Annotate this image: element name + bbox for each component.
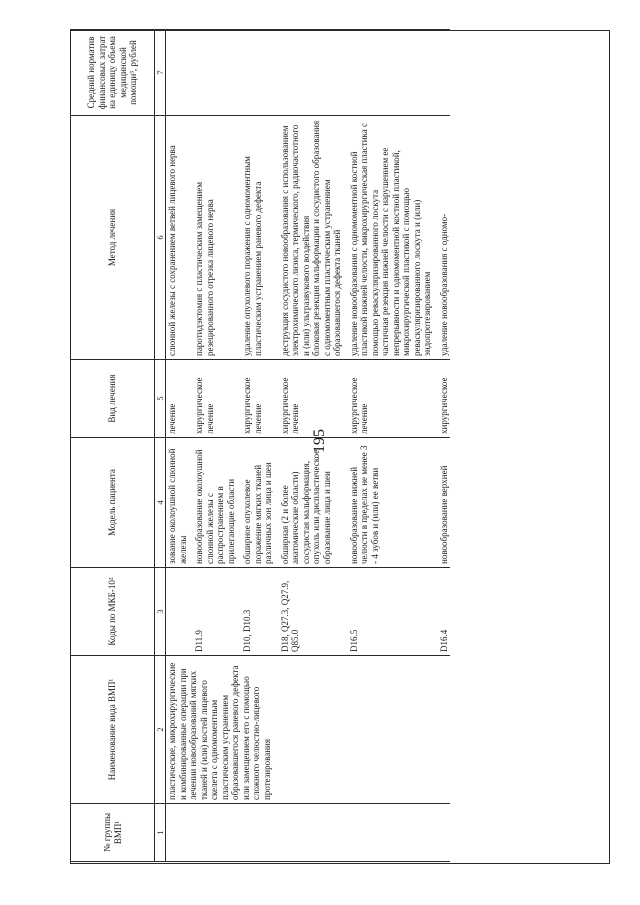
method-cell: удаление новообразования с одномо-	[434, 116, 451, 360]
header-group: № группы ВМП¹	[71, 804, 155, 862]
group-cell	[344, 804, 434, 862]
codes-cell: D10, D10.3	[237, 568, 275, 656]
column-number: 4	[155, 438, 166, 568]
treatment-cell: хирургическое лечение	[237, 360, 275, 438]
model-cell: новообразование нижней челюсти в пределах не менее 3 - 4 зубов и (или) ее ветви	[344, 438, 434, 568]
group-cell	[434, 804, 451, 862]
cost-cell	[166, 30, 190, 116]
cost-cell	[344, 30, 434, 116]
cost-cell	[434, 30, 451, 116]
method-cell: слюнной железы с сохранением ветвей лицевого нерва	[166, 116, 190, 360]
model-cell: обширная (2 и более анатомические области) сосудистая мальформация, опухоль или диспластическое образование лица и шеи	[275, 438, 344, 568]
group-cell	[189, 804, 237, 862]
column-number: 2	[155, 656, 166, 804]
column-number: 6	[155, 116, 166, 360]
codes-cell: D16.4	[434, 568, 451, 656]
column-number: 3	[155, 568, 166, 656]
treatment-table	[70, 29, 450, 862]
method-cell: удаление новообразования с одномоментной костной пластикой нижней челюсти, микрохирургическая пластика с помощью реваскуляризированного лоскута частичная резекция нижней челюсти с нарушением ее непрерывности и одномоментной костной пластикой, микрохирургической пластикой с помощью реваскуляризированного лоскута и (или) эндопротезированием	[344, 116, 434, 360]
codes-cell	[166, 568, 190, 656]
model-cell: новообразование верхней	[434, 438, 451, 568]
header-treatment: Вид лечения	[71, 360, 155, 438]
column-number: 5	[155, 360, 166, 438]
method-cell: паротидэктомия с пластическим замещением резецированного отрезка лицевого нерва	[189, 116, 237, 360]
rotated-table-container	[70, 30, 608, 862]
table-row	[166, 30, 190, 862]
method-cell: удаление опухолевого поражения с одномоментным пластическим устранением раневого дефекта	[237, 116, 275, 360]
treatment-cell: хирургическое лечение	[189, 360, 237, 438]
method-cell: деструкция сосудистого новообразования с использованием электрохимического лизиса, термического, радиочастотного и (или) ультразвукового воздействия блоковая резекция мальформации и сосудистого образования с одномоментным пластическим устранением образовавшегося дефекта тканей	[275, 116, 344, 360]
treatment-cell: лечение	[166, 360, 190, 438]
header-model: Модель пациента	[71, 438, 155, 568]
cost-cell	[189, 30, 237, 116]
model-cell: зование околоушной слюнной железы	[166, 438, 190, 568]
codes-cell: D11.9	[189, 568, 237, 656]
header-cost: Средний норматив финансовых затрат на единицу объема медицинской помощи³, рублей	[71, 30, 155, 116]
header-name: Наименование вида ВМП¹	[71, 656, 155, 804]
group-cell	[275, 804, 344, 862]
codes-cell: D16.5	[344, 568, 434, 656]
treatment-cell: хирургическое лечение	[344, 360, 434, 438]
cost-cell	[275, 30, 344, 116]
codes-cell: D18, Q27.3, Q27.9, Q85.0	[275, 568, 344, 656]
header-codes: Коды по МКБ-10²	[71, 568, 155, 656]
header-method: Метод лечения	[71, 116, 155, 360]
column-number: 7	[155, 30, 166, 116]
vmp-name-cell: пластические, микрохирургические и комбинированные операции при лечении новообразований мягких тканей и (или) костей лицевого скелета с одномоментным пластическим устранением образовавшегося раневого дефекта или замещением его с помощью сложного челюстно-лицевого протезирования	[166, 656, 451, 804]
group-cell	[237, 804, 275, 862]
group-cell	[166, 804, 190, 862]
cost-cell	[237, 30, 275, 116]
model-cell: обширное опухолевое поражение мягких тканей различных зон лица и шеи	[237, 438, 275, 568]
treatment-cell: хирургическое	[434, 360, 451, 438]
page-number: 195	[311, 429, 328, 453]
treatment-cell: хирургическое лечение	[275, 360, 344, 438]
model-cell: новообразование околоушной слюнной железы с распространением в прилегающие области	[189, 438, 237, 568]
column-number: 1	[155, 804, 166, 862]
